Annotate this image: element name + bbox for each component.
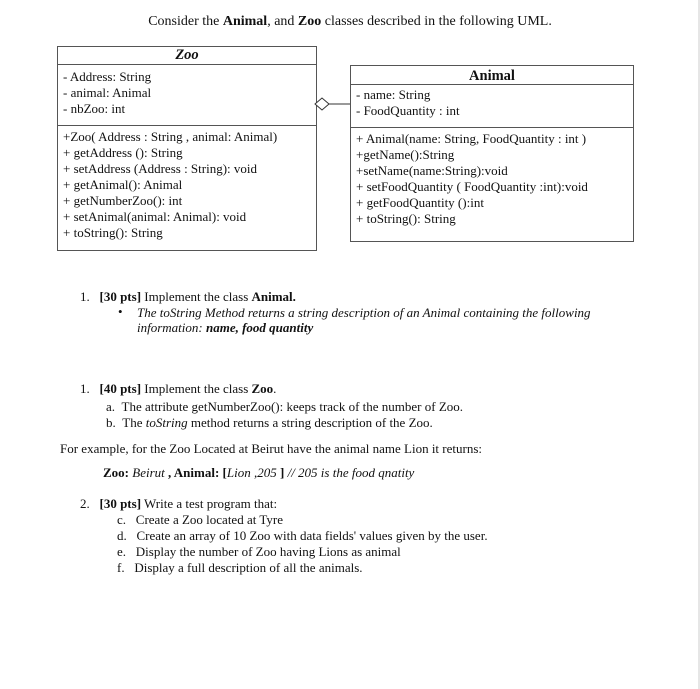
question-3-item: e. Display the number of Zoo having Lions as animal [117,544,401,559]
question-1: 1. [30 pts] Implement the class Animal. [80,289,296,304]
zoo-operation: + getAddress (): String [63,145,183,160]
question-2-item-a: a. The attribute getNumberZoo(): keeps track of the number of Zoo. [106,399,464,414]
question-3-item: f. Display a full description of all the animals. [117,560,363,575]
animal-class-title: Animal [351,66,633,85]
animal-operation: + setFoodQuantity ( FoodQuantity :int):void [356,179,588,194]
page-heading: Consider the Animal, and Zoo classes described in the following UML. [148,14,552,29]
animal-operation: + toString(): String [356,211,456,226]
zoo-operation: + setAddress (Address : String): void [63,161,258,176]
question-3-item: d. Create an array of 10 Zoo with data fields' values given by the user. [117,528,488,543]
example-output: Zoo: Beirut , Animal: [Lion ,205 ] // 205 is the food qnatity [103,465,415,480]
question-3-item: c. Create a Zoo located at Tyre [117,512,283,527]
animal-operations [351,128,633,227]
aggregation-diamond-icon [315,98,329,110]
zoo-attribute: - Address: String [63,69,152,84]
zoo-operation: +Zoo( Address : String , animal: Animal) [63,129,278,144]
question-2-item-b: b. The toString method returns a string description of the Zoo. [106,415,433,430]
question-1-desc-line1: The toString Method returns a string description of an Animal containing the following [137,305,591,320]
animal-attribute: - name: String [356,87,431,102]
animal-operation: +setName(name:String):void [356,163,508,178]
animal-operation: + getFoodQuantity ():int [356,195,484,210]
zoo-operation: + setAnimal(animal: Animal): void [63,209,247,224]
question-1-bullet: • [118,304,123,319]
question-3: 2. [30 pts] Write a test program that: [80,496,278,511]
question-2: 1. [40 pts] Implement the class Zoo. [80,381,277,396]
question-1-desc-line2: information: name, food quantity [137,320,314,335]
animal-operation: +getName():String [356,147,455,162]
example-line: For example, for the Zoo Located at Beirut have the animal name Lion it returns: [60,441,482,456]
animal-attributes [351,85,633,128]
zoo-attribute: - animal: Animal [63,85,152,100]
animal-operation: + Animal(name: String, FoodQuantity : int ) [356,131,587,146]
zoo-attribute: - nbZoo: int [63,101,126,116]
zoo-operation: + getAnimal(): Animal [63,177,183,192]
zoo-operation: + toString(): String [63,225,163,240]
zoo-operation: + getNumberZoo(): int [63,193,183,208]
animal-class-box [350,65,634,242]
zoo-class-title: Zoo [58,47,316,65]
animal-attribute: - FoodQuantity : int [356,103,460,118]
